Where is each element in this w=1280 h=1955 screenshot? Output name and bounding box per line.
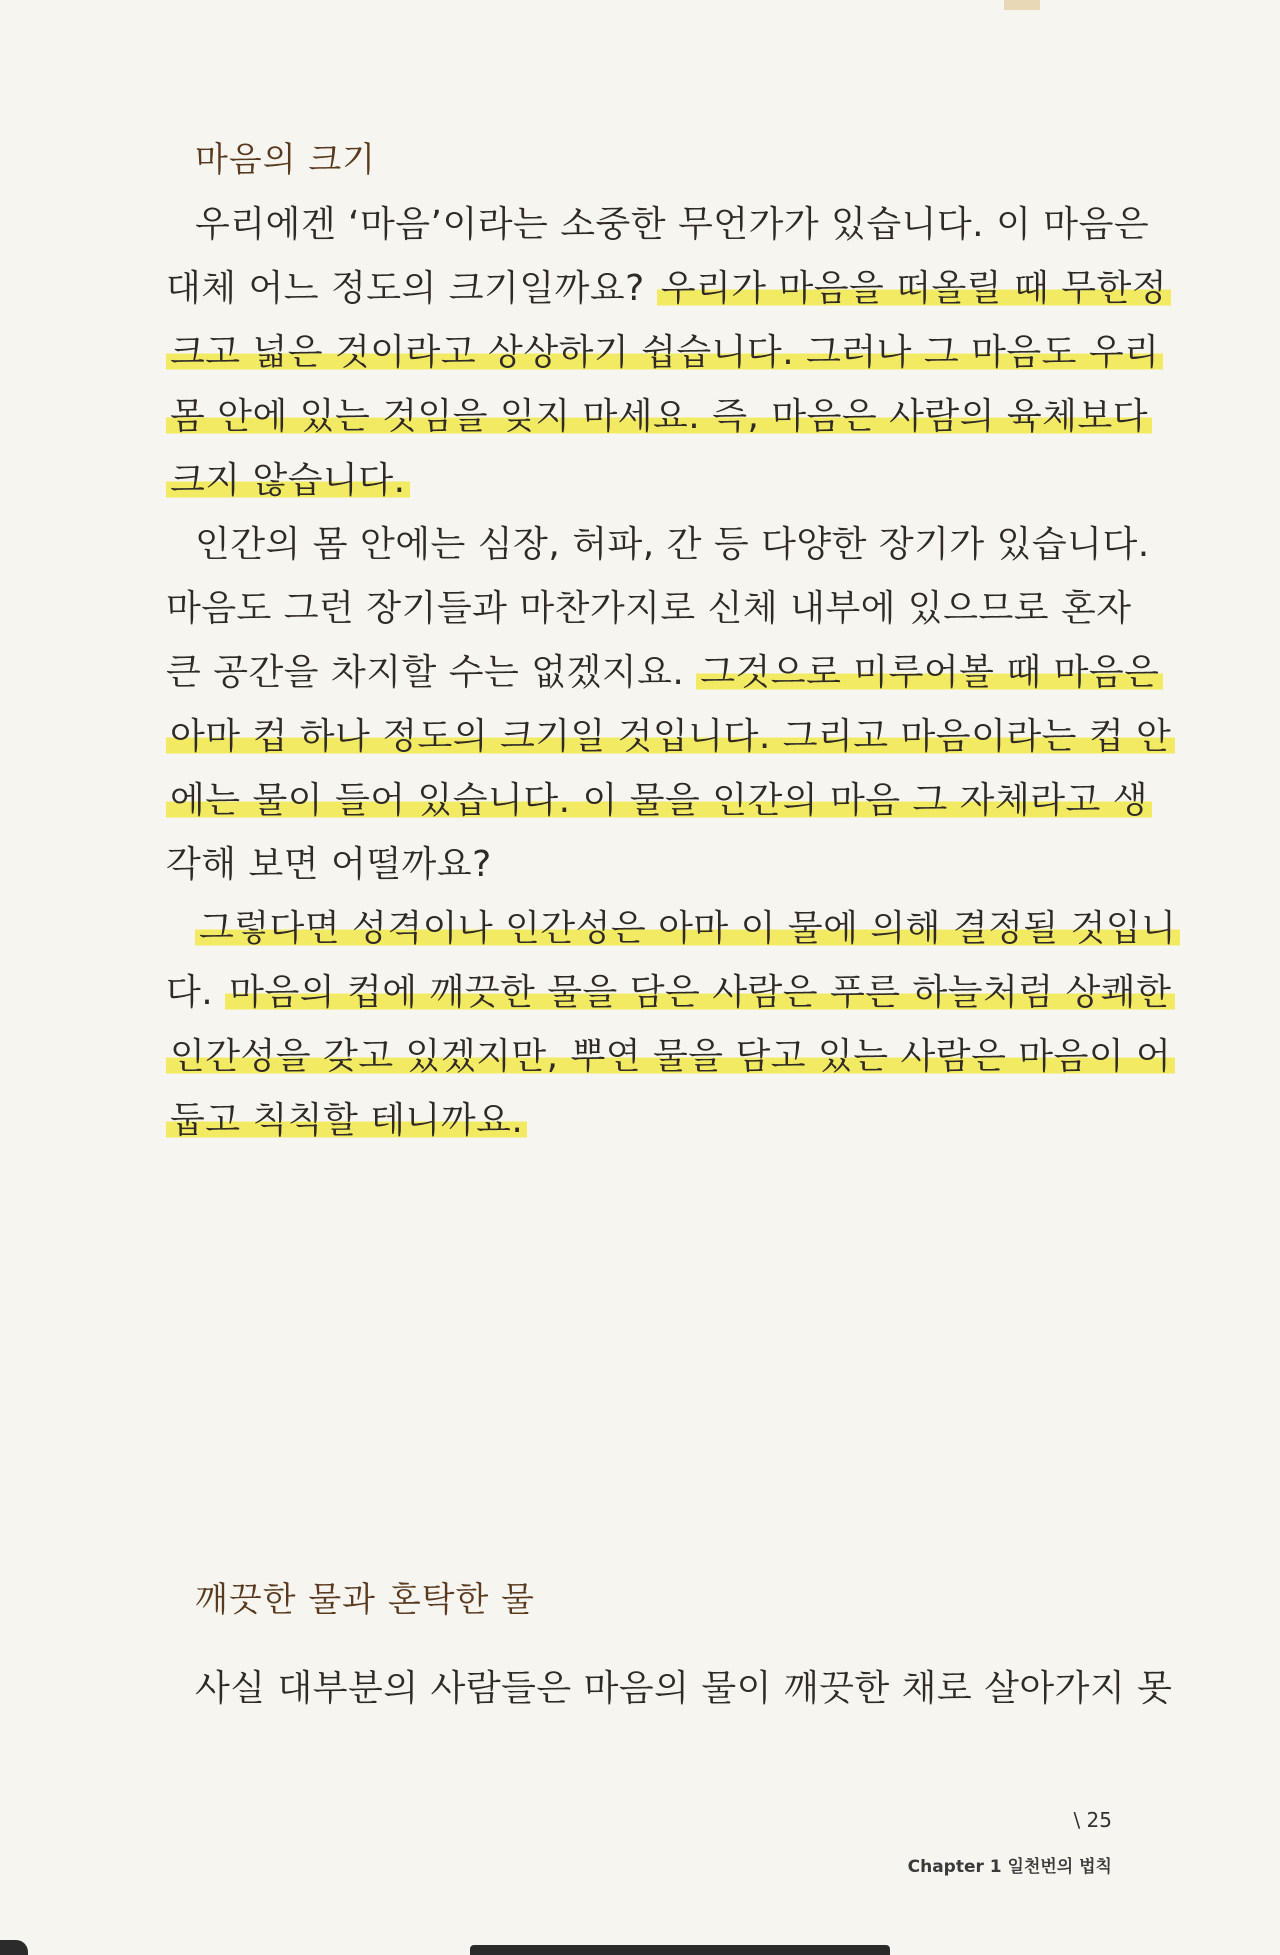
text-line: 각해 보면 어떨까요? [166, 844, 492, 885]
text-line [166, 1096, 1116, 1146]
text-line [166, 1032, 1172, 1082]
running-head: Chapter 1 일천번의 법칙 [907, 1857, 1112, 1877]
text-line [166, 776, 1149, 826]
highlighted-text: 아마 컵 하나 정도의 크기일 것입니다. 그리고 마음이라는 컵 안 [166, 716, 1175, 757]
text-line: 마음도 그런 장기들과 마찬가지로 신체 내부에 있으므로 혼자 [166, 588, 1132, 629]
text-line [166, 392, 1149, 442]
page-edge-bar [470, 1945, 890, 1955]
section-heading-1: 마음의 크기 [195, 140, 377, 180]
highlighted-text: 그것으로 미루어볼 때 마음은 [696, 652, 1163, 693]
text-line [166, 328, 1160, 378]
page-edge-mark [0, 1940, 28, 1955]
highlighted-text: 마음의 컵에 깨끗한 물을 담은 사람은 푸른 하늘처럼 상쾌한 [225, 972, 1175, 1013]
section-heading-2: 깨끗한 물과 혼탁한 물 [195, 1580, 536, 1620]
text-line: 큰 공간을 차지할 수는 없겠지요. 그것으로 미루어볼 때 마음은 [166, 648, 1116, 698]
text-line [166, 712, 1172, 762]
text-line: 대체 어느 정도의 크기일까요? 우리가 마음을 떠올릴 때 무한정 [166, 264, 1116, 314]
highlighted-text: 우리가 마음을 떠올릴 때 무한정 [657, 268, 1171, 309]
highlighted-text: 크지 않습니다. [166, 460, 410, 501]
text-line: 인간의 몸 안에는 심장, 허파, 간 등 다양한 장기가 있습니다. [195, 524, 1150, 565]
highlighted-text: 에는 물이 들어 있습니다. 이 물을 인간의 마음 그 자체라고 생 [166, 780, 1152, 821]
text-line: 사실 대부분의 사람들은 마음의 물이 깨끗한 채로 살아가지 못 [195, 1668, 1173, 1709]
text-line: 우리에겐 ‘마음’이라는 소중한 무언가가 있습니다. 이 마음은 [195, 204, 1150, 245]
page-edge-tab [1004, 0, 1040, 10]
text-line [195, 904, 1177, 954]
highlighted-text: 둡고 칙칙할 테니까요. [166, 1100, 527, 1141]
page-number: \ 25 [1073, 1808, 1112, 1832]
highlighted-text: 몸 안에 있는 것임을 잊지 마세요. 즉, 마음은 사람의 육체보다 [166, 396, 1152, 437]
highlighted-text: 그렇다면 성격이나 인간성은 아마 이 물에 의해 결정될 것입니 [195, 908, 1180, 949]
text-line [166, 456, 1116, 506]
highlighted-text: 크고 넓은 것이라고 상상하기 쉽습니다. 그러나 그 마음도 우리 [166, 332, 1163, 373]
text-line: 다. 마음의 컵에 깨끗한 물을 담은 사람은 푸른 하늘처럼 상쾌한 [166, 968, 1116, 1018]
highlighted-text: 인간성을 갖고 있겠지만, 뿌연 물을 담고 있는 사람은 마음이 어 [166, 1036, 1175, 1077]
